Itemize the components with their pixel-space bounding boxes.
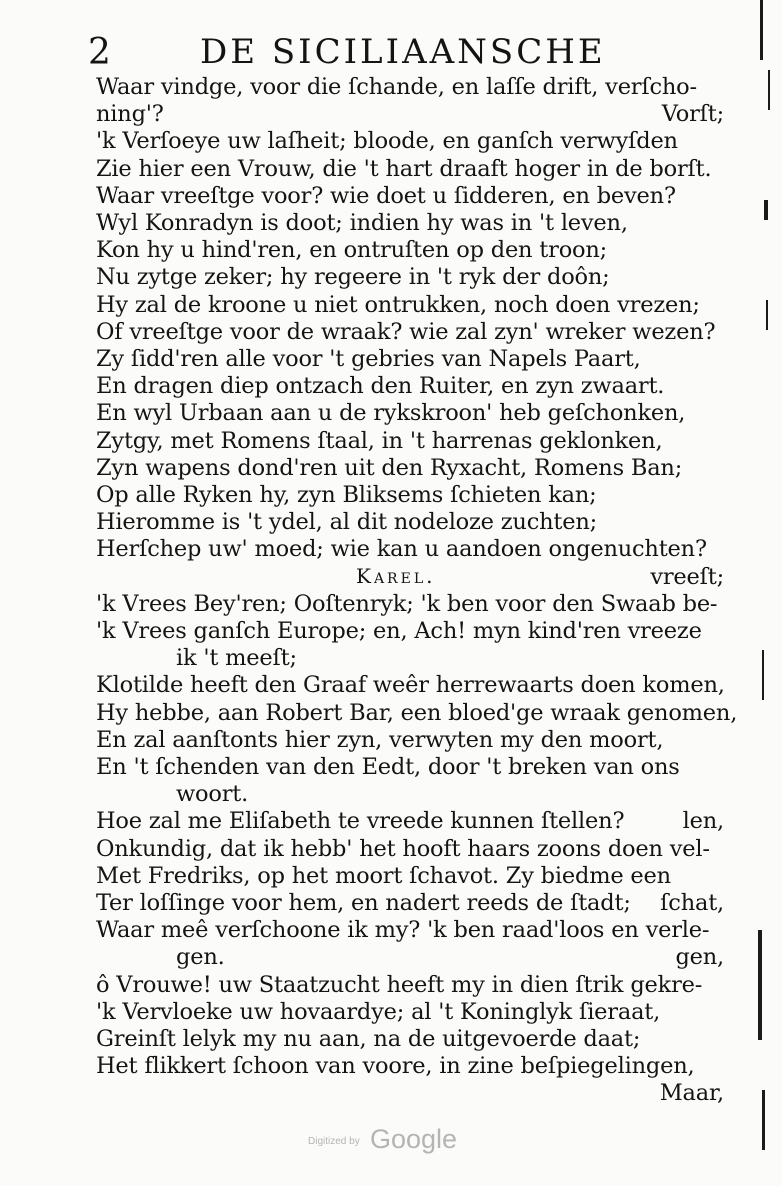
verse-line: En wyl Urbaan aan u de rykskroon' heb geſchonken, (96, 400, 686, 427)
page-edge-marks (752, 0, 782, 1186)
verse-line: Zy ſidd'ren alle voor 't gebries van Napels Paart, (96, 346, 641, 372)
page-header (88, 32, 728, 72)
page-number: 2 (88, 32, 111, 73)
verse-line-carryover: Vorſt; (661, 101, 724, 128)
verse-line: En 't ſchenden van den Eedt, door 't breken van ons (96, 754, 680, 780)
verse-line: En zal aanſtonts hier zyn, verwyten my den moort, (96, 726, 664, 753)
verse-line: En dragen diep ontzach den Ruiter, en zyn zwaart. (96, 373, 665, 400)
verse-line: Waar vindge, voor die ſchande, en laſſe drift, verſcho- (96, 74, 697, 100)
verse-line: Waar meê verſchoone ik my? 'k ben raad'loos en verle- (96, 917, 710, 944)
verse-line-carryover: Maar, (659, 1080, 724, 1107)
verse-line: Waar vreeſtge voor? wie doet u ſidderen, en beven? (96, 182, 676, 209)
verse-line: 'k Vrees Bey'ren; Ooſtenryk; 'k ben voor den Swaab be- (96, 590, 718, 617)
google-logo-text: Google (370, 1124, 458, 1154)
verse-line-carryover: vreeſt; (650, 563, 724, 590)
verse-line: Nu zytge zeker; hy regeere in 't ryk der doôn; (96, 264, 610, 291)
verse-line: ik 't meeſt; (176, 645, 297, 672)
verse-line: Greinſt lelyk my nu aan, na de uitgevoerde daat; (96, 1026, 641, 1052)
running-title: DE SICILIAANSCHE (200, 32, 606, 72)
verse-line: woort. (176, 781, 249, 808)
verse-line-carryover: gen, (675, 944, 724, 971)
verse-line: Zyn wapens dond'ren uit den Ryxacht, Romens Ban; (96, 454, 683, 481)
verse-line: Klotilde heeft den Graaf weêr herrewaarts doen komen, (96, 672, 725, 699)
verse-line: Hieromme is 't ydel, al dit nodeloze zuchten; (96, 509, 598, 536)
verse-line: Zie hier een Vrouw, die 't hart draaft hoger in de borſt. (96, 155, 712, 182)
digitized-by-label: Digitized by (308, 1136, 360, 1147)
verse-line: Hy hebbe, aan Robert Bar, een bloed'ge wraak genomen, (96, 699, 738, 726)
verse-line: 'k Verſoeye uw laſheit; bloode, en ganſch verwyſden (96, 128, 678, 155)
verse-line: Herſchep uw' moed; wie kan u aandoen ongenuchten? (96, 536, 707, 563)
digitization-watermark (308, 1124, 478, 1158)
verse-line-carryover: ſchat, (660, 890, 724, 916)
verse-line: ô Vrouwe! uw Staatzucht heeft my in dien ſtrik gekre- (96, 971, 703, 998)
verse-line: Het flikkert ſchoon van voore, in zine beſpiegelingen, (96, 1053, 695, 1080)
verse-line: Hy zal de kroone u niet ontrukken, noch doen vrezen; (96, 291, 700, 318)
verse-line: Ter loſſinge voor hem, en nadert reeds de ſtadt; (96, 890, 631, 916)
verse-line: ning'? (96, 101, 164, 128)
speaker-name: Karel. (356, 563, 436, 588)
verse-line: Met Fredriks, op het moort ſchavot. Zy biedme een (96, 862, 671, 889)
verse-line: Of vreeſtge voor de wraak? wie zal zyn' wreker wezen? (96, 318, 716, 345)
verse-line: Onkundig, dat ik hebb' het hooft haars zoons doen vel- (96, 835, 710, 862)
verse-line: 'k Vervloeke uw hovaardye; al 't Koninglyk ſieraat, (96, 998, 661, 1025)
verse-line: Hoe zal me Eliſabeth te vreede kunnen ſtellen? (96, 808, 625, 835)
verse-line: Zytgy, met Romens ſtaal, in 't harrenas geklonken, (96, 427, 663, 454)
verse-line: Wyl Konradyn is doot; indien hy was in 't leven, (96, 210, 628, 236)
verse-line: Kon hy u hind'ren, en ontruſten op den troon; (96, 237, 608, 264)
verse-line-carryover: len, (682, 808, 724, 835)
verse-line: 'k Vrees ganſch Europe; en, Ach! myn kind'ren vreeze (96, 618, 702, 644)
verse-line: gen. (176, 944, 225, 971)
verse-line: Op alle Ryken hy, zyn Bliksems ſchieten kan; (96, 482, 597, 508)
